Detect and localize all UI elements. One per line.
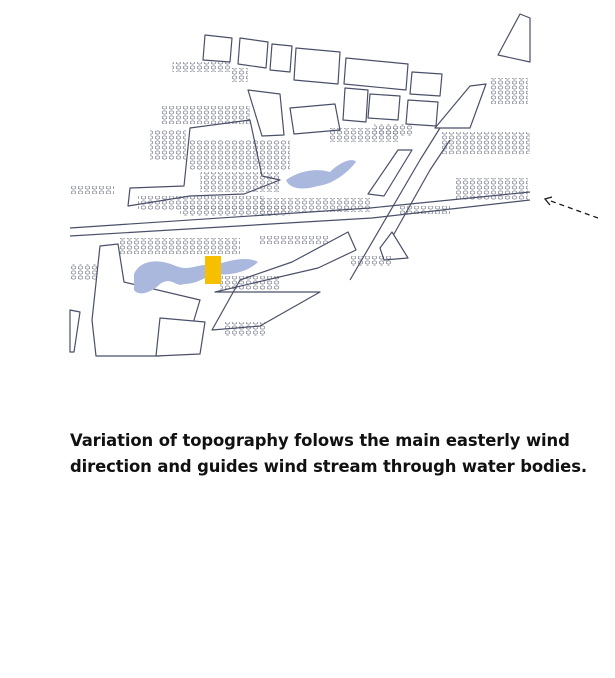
tree-cluster	[70, 264, 98, 280]
tree-cluster	[230, 68, 248, 82]
block	[70, 310, 80, 352]
tree-cluster	[150, 130, 186, 160]
block	[380, 232, 408, 260]
tree-cluster	[490, 78, 528, 104]
tree-cluster	[160, 106, 250, 124]
block	[156, 318, 205, 356]
tree-cluster	[70, 186, 114, 194]
map-caption: Variation of topography folows the main easterly wind direction and guides wind stream through water bodies.	[70, 431, 587, 476]
tree-cluster	[190, 140, 290, 170]
block	[343, 88, 368, 122]
tree-cluster	[440, 132, 530, 154]
water-body-north	[286, 160, 356, 188]
block	[498, 14, 530, 62]
dashed-arrow-icon	[545, 197, 598, 218]
tree-cluster	[172, 62, 230, 72]
block	[344, 58, 408, 90]
tree-cluster	[260, 236, 330, 244]
tree-cluster	[225, 322, 265, 336]
block	[203, 35, 232, 62]
block	[248, 90, 284, 136]
tree-cluster	[400, 206, 450, 214]
block	[410, 72, 442, 96]
block	[238, 38, 268, 68]
tree-cluster	[350, 256, 392, 266]
block	[368, 150, 412, 196]
block	[368, 94, 400, 120]
block	[270, 44, 292, 72]
tree-cluster	[200, 172, 280, 192]
block	[294, 48, 340, 84]
block	[406, 100, 438, 126]
tree-cluster	[220, 276, 280, 290]
block	[435, 84, 486, 128]
tree-cluster	[260, 198, 370, 212]
tree-cluster	[374, 124, 414, 136]
tree-cluster	[120, 238, 240, 254]
tree-cluster	[456, 178, 528, 200]
yellow-building-icon	[205, 256, 221, 284]
